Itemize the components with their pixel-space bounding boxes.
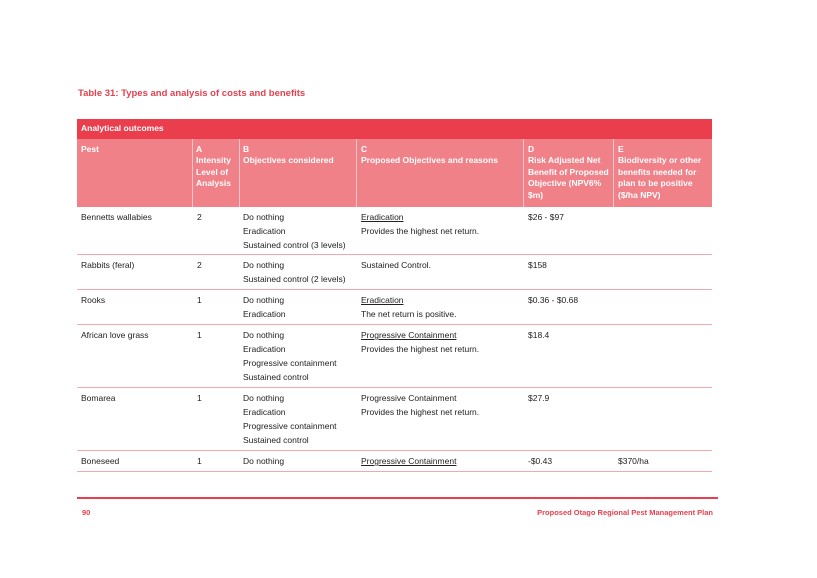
header-col-d-text: Risk Adjusted Net Benefit of Proposed Objective (NPV6% $m) (528, 155, 609, 200)
document-title: Proposed Otago Regional Pest Management Plan (537, 508, 713, 517)
cell-proposed (361, 454, 521, 468)
cell-objectives (243, 328, 353, 384)
cell-level: 2 (197, 260, 202, 270)
table-row (77, 290, 712, 325)
table-row (77, 451, 712, 472)
cell-proposed (361, 258, 521, 272)
header-col-b-letter: B (243, 144, 250, 154)
table-body (77, 207, 712, 472)
objective-item: Do nothing (243, 260, 285, 270)
objective-item: Do nothing (243, 393, 285, 403)
proposed-objective: Eradication (361, 295, 404, 305)
header-col-e (618, 144, 710, 201)
header-col-d (528, 144, 614, 201)
cell-level: 1 (197, 393, 202, 403)
objective-item: Progressive containment (243, 358, 337, 368)
cell-objectives (243, 391, 353, 447)
objective-item: Do nothing (243, 295, 285, 305)
objective-item: Sustained control (243, 372, 309, 382)
cell-pest: Rooks (81, 295, 106, 305)
objective-item: Do nothing (243, 330, 285, 340)
objective-item: Eradication (243, 309, 286, 319)
cell-proposed (361, 293, 521, 321)
cell-level: 1 (197, 456, 202, 466)
cell-benefit: $158 (528, 260, 547, 270)
proposed-objective: Progressive Containment (361, 330, 457, 340)
proposed-reason: Provides the highest net return. (361, 226, 480, 236)
table-caption: Table 31: Types and analysis of costs and benefits (78, 88, 306, 99)
header-col-c-text: Proposed Objectives and reasons (361, 155, 498, 166)
cell-proposed (361, 391, 521, 419)
header-col-a-text: Intensity Level of Analysis (196, 155, 231, 189)
objective-item: Progressive containment (243, 421, 337, 431)
proposed-reason: The net return is positive. (361, 309, 457, 319)
proposed-reason: Provides the highest net return. (361, 344, 480, 354)
cell-pest: African love grass (81, 330, 149, 340)
objective-item: Do nothing (243, 456, 285, 466)
proposed-objective: Eradication (361, 212, 404, 222)
table-row (77, 388, 712, 451)
cell-objectives (243, 454, 353, 468)
proposed-objective: Progressive Containment (361, 393, 457, 403)
objective-item: Eradication (243, 407, 286, 417)
header-pest: Pest (81, 144, 99, 154)
cell-biodiversity: $370/ha (618, 456, 649, 466)
page-number: 90 (82, 508, 91, 517)
header-col-b (243, 144, 353, 167)
objective-item: Sustained control (2 levels) (243, 274, 346, 284)
cell-benefit: $26 - $97 (528, 212, 564, 222)
cell-objectives (243, 210, 353, 252)
table-row (77, 255, 712, 290)
cell-objectives (243, 293, 353, 321)
header-col-a-letter: A (196, 144, 203, 154)
header-col-c (361, 144, 521, 167)
objective-item: Sustained control (243, 435, 309, 445)
proposed-objective: Progressive Containment (361, 456, 457, 466)
cell-proposed (361, 328, 521, 356)
costs-benefits-table (77, 119, 712, 472)
header-col-e-letter: E (618, 144, 624, 154)
objective-item: Do nothing (243, 212, 285, 222)
proposed-objective: Sustained Control. (361, 260, 431, 270)
table-header (77, 139, 712, 207)
cell-benefit: $18.4 (528, 330, 550, 340)
header-col-b-text: Objectives considered (243, 155, 334, 166)
cell-objectives (243, 258, 353, 286)
cell-level: 1 (197, 295, 202, 305)
objective-item: Eradication (243, 226, 286, 236)
objective-item: Eradication (243, 344, 286, 354)
cell-benefit: $0.36 - $0.68 (528, 295, 579, 305)
cell-level: 2 (197, 212, 202, 222)
table-row (77, 325, 712, 388)
header-col-e-text: Biodiversity or other benefits needed for plan to be positive ($/ha NPV) (618, 155, 702, 200)
cell-level: 1 (197, 330, 202, 340)
cell-benefit: $27.9 (528, 393, 550, 403)
header-col-a (196, 144, 238, 190)
footer-rule (77, 497, 718, 499)
table-band-heading: Analytical outcomes (77, 119, 712, 139)
cell-pest: Rabbits (feral) (81, 260, 135, 270)
cell-benefit: -$0.43 (528, 456, 553, 466)
cell-pest: Boneseed (81, 456, 120, 466)
table-row (77, 207, 712, 255)
proposed-reason: Provides the highest net return. (361, 407, 480, 417)
header-col-c-letter: C (361, 144, 368, 154)
cell-pest: Bennetts wallabies (81, 212, 152, 222)
cell-proposed (361, 210, 521, 238)
cell-pest: Bomarea (81, 393, 116, 403)
header-col-d-letter: D (528, 144, 535, 154)
objective-item: Sustained control (3 levels) (243, 240, 346, 250)
